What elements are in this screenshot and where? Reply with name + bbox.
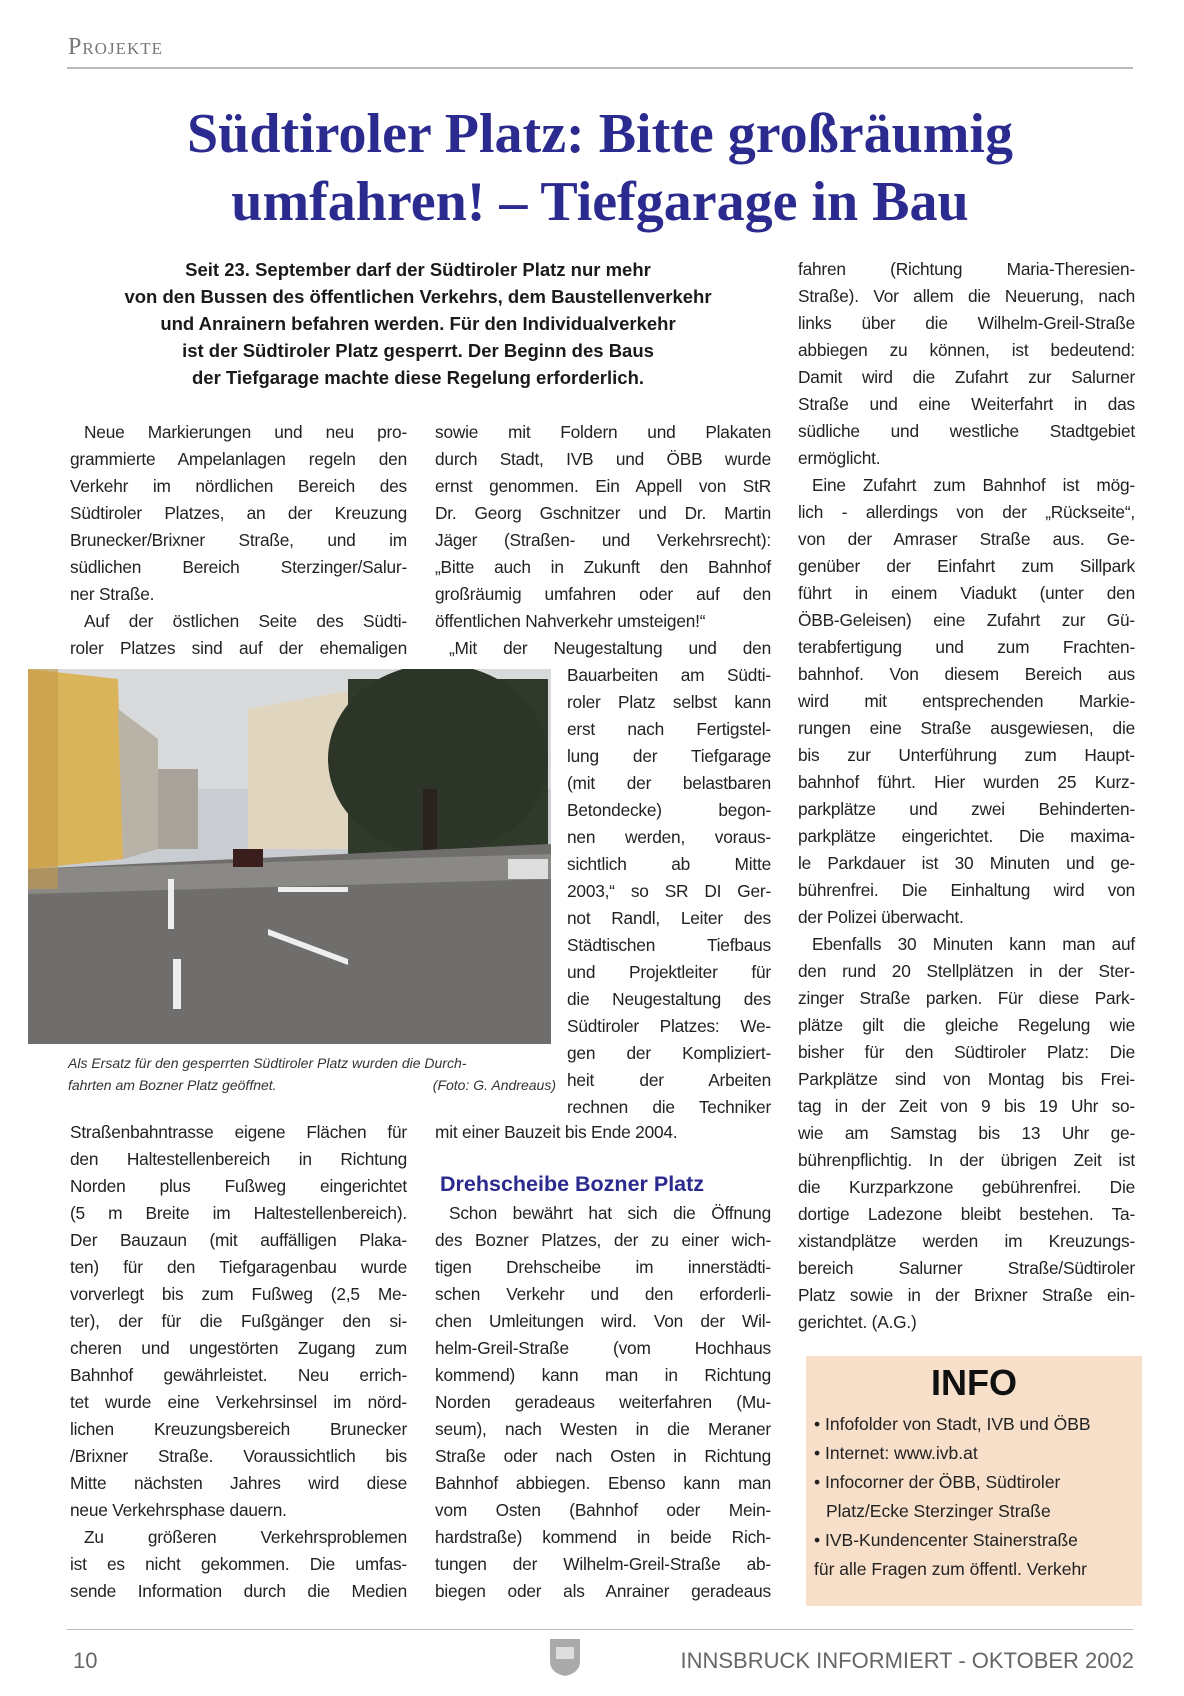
text-line: führt in einem Viadukt (unter den [798,583,1135,603]
text-line: südlichen Bereich Sterzinger/Salur- [70,557,407,577]
info-box [806,1356,1142,1606]
info-item: Platz/Ecke Sterzinger Straße [826,1501,1051,1521]
text-line: tet wurde eine Verkehrsinsel im nörd- [70,1392,407,1412]
text-line: Städtischen Tiefbaus [567,935,771,955]
text-line: parkplätze eingerichtet. Die maxima- [798,826,1135,846]
text-line: helm-Greil-Straße (vom Hochhaus [435,1338,771,1358]
text-line: plätze gilt die gleiche Regelung wie [798,1015,1135,1035]
text-line: bereich Salurner Straße/Südtiroler [798,1258,1135,1278]
text-line: Dr. Georg Gschnitzer und Dr. Martin [435,503,771,523]
lead-line: ist der Südtiroler Platz gesperrt. Der Beginn des Baus [182,340,654,361]
text-line: Straße und eine Weiterfahrt in das [798,394,1135,414]
info-item: • IVB-Kundencenter Stainerstraße [814,1530,1078,1550]
text-line: lich - allerdings von der „Rückseite“, [798,502,1135,522]
text-line: wie am Samstag bis 13 Uhr ge- [798,1123,1135,1143]
text-line: Bahnhof abbiegen. Ebenso kann man [435,1473,771,1493]
text-line: sende Information durch die Medien [70,1581,407,1601]
column-2-bottom [435,1200,771,1605]
info-list [806,1410,1142,1584]
page-number: 10 [73,1648,98,1673]
text-line: le Parkdauer ist 30 Minuten und ge- [798,853,1135,873]
text-line: rechnen die Techniker [567,1097,771,1117]
text-line: durch Stadt, IVB und ÖBB wurde [435,449,771,469]
header-rule [67,67,1133,69]
title-line-2: umfahren! – Tiefgarage in Bau [231,171,969,233]
text-line: tungen der Wilhelm-Greil-Straße ab- [435,1554,771,1574]
text-line: sowie mit Foldern und Plakaten [435,422,771,442]
text-line: Bahnhof gewährleistet. Neu errich- [70,1365,407,1385]
text-line: bis zur Unterführung zum Haupt- [798,745,1135,765]
text-line: Mitte nächsten Jahres wird diese [70,1473,407,1493]
section-label: Projekte [68,34,164,60]
text-line: öffentlichen Nahverkehr umsteigen!“ [435,611,706,631]
text-line: die Neugestaltung des [567,989,771,1009]
text-line: „Mit der Neugestaltung und den [449,638,771,658]
article-title [60,100,1140,236]
column-1-bottom [70,1119,407,1605]
text-line: Neue Markierungen und neu pro- [84,422,407,442]
lead-line: von den Bussen des öffentlichen Verkehrs, dem Baustellenverkehr [124,286,712,307]
text-line: ten) für den Tiefgaragenbau wurde [70,1257,407,1277]
text-line: großräumig umfahren oder auf den [435,584,771,604]
text-line: Norden geradeaus weiterfahren (Mu- [435,1392,771,1412]
text-line: schen Verkehr und den erforderli- [435,1284,771,1304]
caption-line: fahrten am Bozner Platz geöffnet. [68,1077,277,1093]
text-line: bührenpflichtig. In der übrigen Zeit ist [798,1150,1135,1170]
column-1-top [70,419,407,662]
info-title: INFO [931,1362,1017,1403]
info-item: für alle Fragen zum öffentl. Verkehr [814,1559,1088,1579]
text-line: Südtiroler Platzes: We- [567,1016,771,1036]
text-line: Brunecker/Brixner Straße, und im [70,530,407,550]
text-line: wird mit entsprechenden Markie- [798,691,1135,711]
text-line: 2003,“ so SR DI Ger- [567,881,771,901]
text-line: nen werden, voraus- [567,827,771,847]
text-line: tag in der Zeit von 9 bis 19 Uhr so- [798,1096,1135,1116]
text-line: dortige Ladezone bleibt bestehen. Ta- [798,1204,1135,1224]
text-line: Platz sowie in der Brixner Straße ein- [798,1285,1135,1305]
text-line: Ebenfalls 30 Minuten kann man auf [812,934,1135,954]
text-line: /Brixner Straße. Voraussichtlich bis [70,1446,407,1466]
text-line: sichtlich ab Mitte [567,854,771,874]
lead-line: der Tiefgarage machte diese Regelung erforderlich. [191,367,645,388]
text-line: vorverlegt bis zum Fußweg (2,5 Me- [70,1284,407,1304]
text-line: Verkehr im nördlichen Bereich des [70,476,407,496]
lead-line: Seit 23. September darf der Südtiroler Platz nur mehr [185,259,651,280]
text-line: den rund 20 Stellplätzen in der Ster- [798,961,1135,981]
text-line: ermöglicht. [798,448,881,468]
text-line: Straße). Vor allem die Neuerung, nach [798,286,1135,306]
text-line: (5 m Breite im Haltestellenbereich). [70,1203,407,1223]
subheading: Drehscheibe Bozner Platz [440,1172,705,1196]
photo-caption [68,1052,556,1096]
text-line: Auf der östlichen Seite des Südti- [84,611,407,631]
text-line: Straße oder nach Osten in Richtung [435,1446,771,1466]
text-line: Eine Zufahrt zum Bahnhof ist mög- [812,475,1135,495]
text-line: von der Amraser Straße aus. Ge- [798,529,1135,549]
text-line: gerichtet. (A.G.) [798,1312,917,1332]
text-line: lichen Kreuzungsbereich Brunecker [70,1419,407,1439]
text-line: zinger Straße parken. Für diese Park- [798,988,1135,1008]
info-item: • Internet: www.ivb.at [814,1443,978,1463]
title-line-1: Südtiroler Platz: Bitte großräumig [187,103,1013,165]
footer-rule [67,1629,1133,1630]
text-line: des Bozner Platzes, der zu einer wich- [435,1230,771,1250]
text-line: Zu größeren Verkehrsproblemen [84,1527,407,1547]
text-line: südliche und westliche Stadtgebiet [798,421,1135,441]
photo-credit: (Foto: G. Andreaus) [432,1077,556,1093]
text-line: bührenfrei. Die Einhaltung wird von [798,880,1135,900]
text-line: Betondecke) begon- [567,800,771,820]
text-line: chen Umleitungen wird. Von der Wil- [435,1311,771,1331]
column-2-top [435,419,771,662]
publication-footer: INNSBRUCK INFORMIERT - OKTOBER 2002 [680,1648,1134,1673]
lead-line: und Anrainern befahren werden. Für den Individualverkehr [160,313,676,334]
text-line: Straßenbahntrasse eigene Flächen für [70,1122,407,1142]
text-line: ernst genommen. Ein Appell von StR [435,476,771,496]
caption-line: Als Ersatz für den gesperrten Südtiroler Platz wurden die Durch- [68,1055,467,1071]
text-line: links über die Wilhelm-Greil-Straße [798,313,1135,333]
text-line: Damit wird die Zufahrt zur Salurner [798,367,1135,387]
text-line: seum), nach Westen in die Meraner [435,1419,771,1439]
text-line: bahnhof führt. Hier wurden 25 Kurz- [798,772,1135,792]
column-2-mid [435,1119,771,1146]
text-line: erst nach Fertigstel- [567,719,771,739]
text-line: Jäger (Straßen- und Verkehrsrecht): [435,530,771,550]
text-line: „Bitte auch in Zukunft den Bahnhof [435,557,771,577]
text-line: grammierte Ampelanlagen regeln den [70,449,407,469]
text-line: biegen oder als Anrainer geradeaus [435,1581,771,1601]
text-line: neue Verkehrsphase dauern. [70,1500,287,1520]
text-line: Der Bauzaun (mit auffälligen Plaka- [70,1230,407,1250]
info-item: • Infocorner der ÖBB, Südtiroler [814,1472,1061,1492]
text-line: bisher für den Südtiroler Platz: Die [798,1042,1135,1062]
text-line: ist es nicht gekommen. Die umfas- [70,1554,407,1574]
text-line: Parkplätze sind von Montag bis Frei- [798,1069,1135,1089]
text-line: ner Straße. [70,584,155,604]
text-line: fahren (Richtung Maria-Theresien- [798,259,1135,279]
text-line: Südtiroler Platzes, an der Kreuzung [70,503,407,523]
text-line: den Haltestellenbereich in Richtung [70,1149,407,1169]
text-line: parkplätze und zwei Behinderten- [798,799,1135,819]
text-line: und Projektleiter für [567,962,771,982]
text-line: lung der Tiefgarage [567,746,771,766]
column-2-narrow [567,662,771,1121]
text-line: vom Osten (Bahnhof oder Mein- [435,1500,771,1520]
text-line: roler Platz selbst kann [567,692,771,712]
text-line: mit einer Bauzeit bis Ende 2004. [435,1122,678,1142]
text-line: (mit der belastbaren [567,773,771,793]
text-line: tigen Drehscheibe im innerstädti- [435,1257,771,1277]
text-line: ter), der für die Fußgänger den si- [70,1311,407,1331]
text-line: heit der Arbeiten [567,1070,771,1090]
text-line: hardstraße) kommend in beide Rich- [435,1527,771,1547]
column-3 [798,256,1135,1336]
city-crest-icon [548,1637,582,1677]
street-photo [28,669,551,1044]
text-line: xistandplätze werden im Kreuzungs- [798,1231,1135,1251]
text-line: not Randl, Leiter des [567,908,771,928]
text-line: gen der Kompliziert- [567,1043,771,1063]
lead-paragraph [60,256,776,391]
text-line: bahnhof. Von diesem Bereich aus [798,664,1135,684]
text-line: Norden plus Fußweg eingerichtet [70,1176,407,1196]
text-line: rungen eine Straße ausgewiesen, die [798,718,1135,738]
text-line: terabfertigung und zum Frachten- [798,637,1135,657]
text-line: cheren und ungestörten Zugang zum [70,1338,407,1358]
text-line: kommend) kann man in Richtung [435,1365,771,1385]
text-line: abbiegen zu können, ist bedeutend: [798,340,1135,360]
text-line: Schon bewährt hat sich die Öffnung [449,1203,771,1223]
text-line: ÖBB-Geleisen) eine Zufahrt zur Gü- [798,610,1135,630]
text-line: genüber der Einfahrt zum Sillpark [798,556,1135,576]
text-line: der Polizei überwacht. [798,907,964,927]
text-line: Bauarbeiten am Südti- [567,665,771,685]
text-line: roler Platzes sind auf der ehemaligen [70,638,407,658]
info-item: • Infofolder von Stadt, IVB und ÖBB [814,1414,1091,1434]
text-line: die Kurzparkzone gebührenfrei. Die [798,1177,1135,1197]
